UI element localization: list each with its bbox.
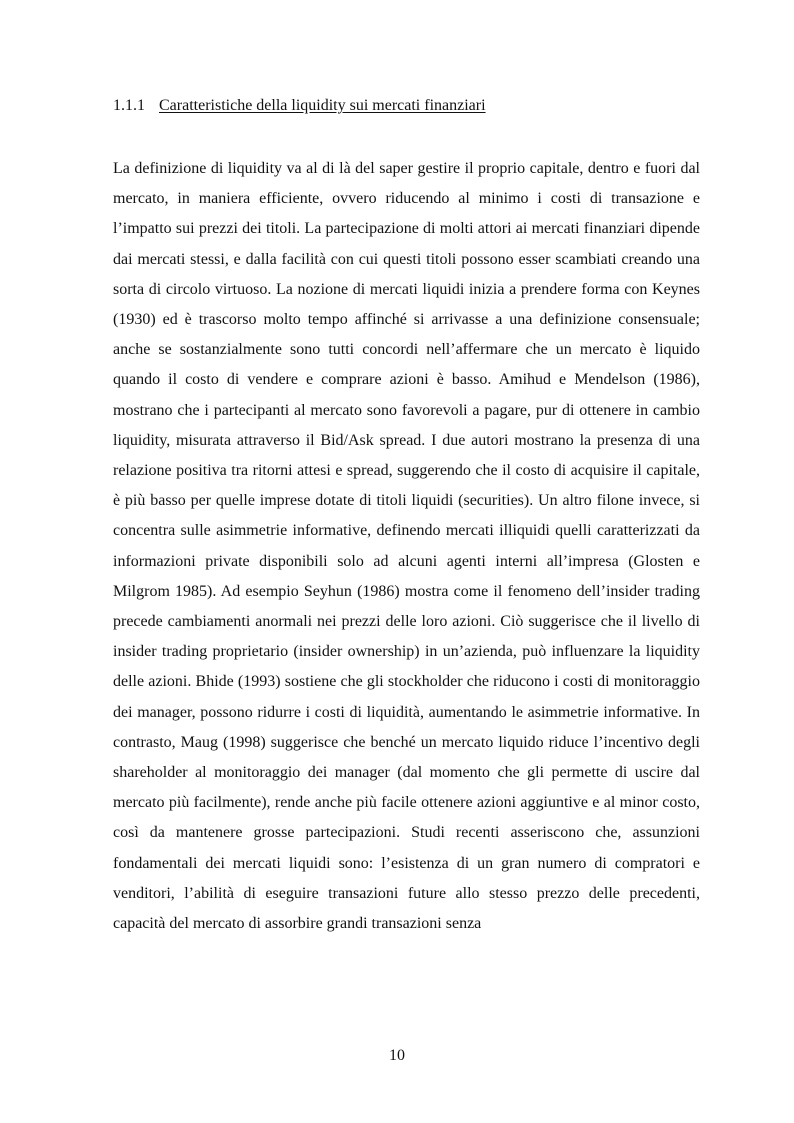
section-title: Caratteristiche della liquidity sui mercati finanziari: [159, 97, 486, 114]
section-number: 1.1.1: [113, 97, 145, 114]
page-number: 10: [389, 1047, 405, 1064]
body-paragraph: La definizione di liquidity va al di là del saper gestire il proprio capitale, dentro e fuori dal mercato, in maniera efficiente, ovvero riducendo al minimo i costi di transazione e l’impatto sui prezzi dei titoli. La partecipazione di molti attori ai mercati finanziari dipende dai mercati stessi, e dalla facilità con cui questi titoli possono esser scambiati creando una sorta di circolo virtuoso. La nozione di mercati liquidi inizia a prendere forma con Keynes (1930) ed è trascorso molto tempo affinché si arrivasse a una definizione consensuale; anche se sostanzialmente sono tutti concordi nell’affermare che un mercato è liquido quando il costo di vendere e comprare azioni è basso. Amihud e Mendelson (1986), mostrano che i partecipanti al mercato sono favorevoli a pagare, pur di ottenere in cambio liquidity, misurata attraverso il Bid/Ask spread. I due autori mostrano la presenza di una relazione positiva tra ritorni attesi e spread, suggerendo che il costo di acquisire il capitale, è più basso per quelle imprese dotate di titoli liquidi (securities). Un altro filone invece, si concentra sulle asimmetrie informative, definendo mercati illiquidi quelli caratterizzati da informazioni private disponibili solo ad alcuni agenti interni all’impresa (Glosten e Milgrom 1985). Ad esempio Seyhun (1986) mostra come il fenomeno dell’insider trading precede cambiamenti anormali nei prezzi delle loro azioni. Ciò suggerisce che il livello di insider trading proprietario (insider ownership) in un’azienda, può influenzare la liquidity delle azioni. Bhide (1993) sostiene che gli stockholder che riducono i costi di monitoraggio dei manager, possono ridurre i costi di liquidità, aumentando le asimmetrie informative. In contrasto, Maug (1998) suggerisce che benché un mercato liquido riduce l’incentivo degli shareholder al monitoraggio dei manager (dal momento che gli permette di uscire dal mercato più facilmente), rende anche più facile ottenere azioni aggiuntive e al minor costo, così da mantenere grosse partecipazioni. Studi recenti asseriscono che, assunzioni fondamentali dei mercati liquidi sono: l’esistenza di un gran numero di compratori e venditori, l’abilità di eseguire transazioni future allo stesso prezzo delle precedenti, capacità del mercato di assorbire grandi transazioni senza: [113, 160, 700, 933]
section-heading: [113, 96, 486, 116]
